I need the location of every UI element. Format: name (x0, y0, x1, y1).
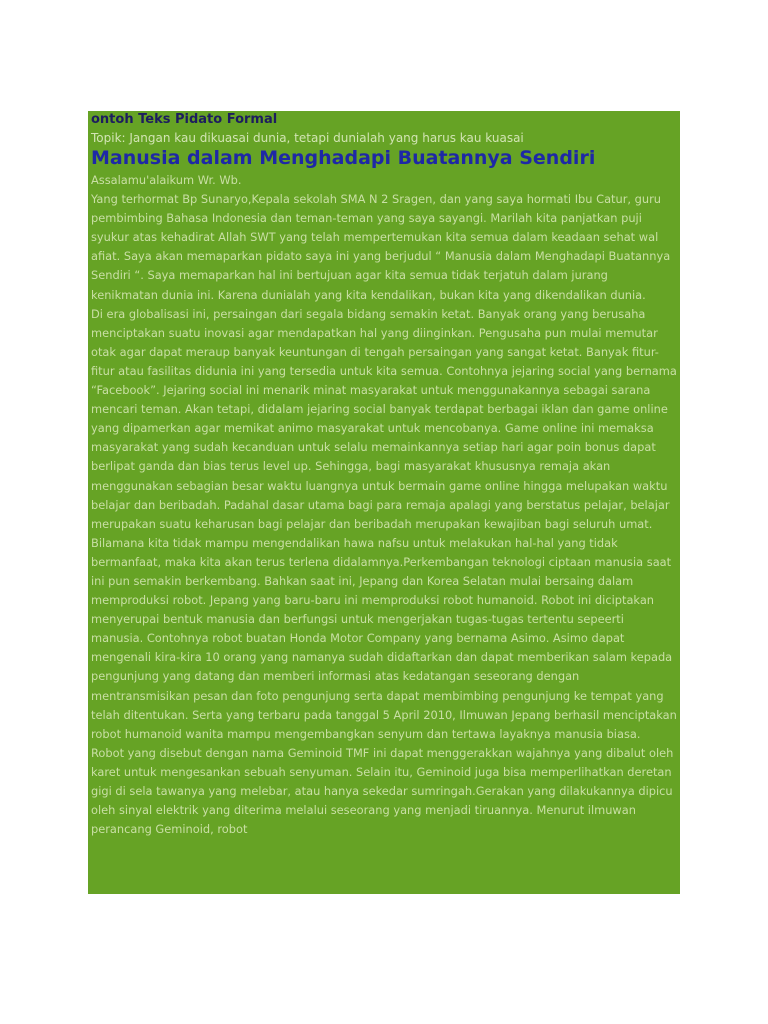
paragraph-opening: Yang terhormat Bp Sunaryo,Kepala sekolah SMA N 2 Sragen, dan yang saya hormati Ibu Catur, guru pembimbing Bahasa Indonesia dan teman-teman yang saya sayangi. Marilah kita panjatkan puji syukur atas kehadirat Allah SWT yang telah mempertemukan kita semua dalam keadaan sehat wal afiat. Saya akan memaparkan pidato saya ini yang berjudul “ Manusia dalam Menghadapi Buatannya Sendiri “. Saya memaparkan hal ini bertujuan agar kita semua tidak terjatuh dalam jurang kenikmatan dunia ini. Karena dunialah yang kita kendalikan, bukan kita yang dikendalikan dunia. (91, 192, 671, 302)
speech-body (91, 171, 677, 839)
speech-topic: Topik: Jangan kau dikuasai dunia, tetapi dunialah yang harus kau kuasai (91, 131, 524, 145)
paragraph-globalization: Di era globalisasi ini, persaingan dari segala bidang semakin ketat. Banyak orang yang berusaha menciptakan suatu inovasi agar mendapatkan hal yang diinginkan. Pengusaha pun mulai memutar otak agar dapat meraup banyak keuntungan di tengah persaingan yang sangat ketat. Banyak fitur-fitur atau fasilitas didunia ini yang tersedia untuk kita semua. Contohnya jejaring social yang bernama “Facebook”. Jejaring social ini menarik minat masyarakat untuk menggunakannya sebagai sarana mencari teman. Akan tetapi, didalam jejaring social banyak terdapat berbagai iklan dan game online yang dipamerkan agar memikat animo masyarakat untuk mencobanya. Game online ini memaksa masyarakat yang sudah kecanduan untuk selalu memainkannya setiap hari agar poin bonus dapat berlipat ganda dan bias terus level up. Sehingga, bagi masyarakat khususnya remaja akan menggunakan sebagian besar waktu luangnya untuk bermain game online hingga melupakan waktu belajar dan beribadah. Padahal dasar utama bagi para remaja apalagi yang berstatus pelajar, belajar merupakan suatu keharusan bagi pelajar dan beribadah merupakan kewajiban bagi seluruh umat. Bilamana kita tidak mampu mengendalikan hawa nafsu untuk melakukan hal-hal yang tidak bermanfaat, maka kita akan terus terlena didalamnya.Perkembangan teknologi ciptaan manusia saat ini pun semakin berkembang. Bahkan saat ini, Jepang dan Korea Selatan mulai bersaing dalam memproduksi robot. Jepang yang baru-baru ini memproduksi robot humanoid. Robot ini diciptakan menyerupai bentuk manusia dan berfungsi untuk mengerjakan tugas-tugas tertentu sepeerti manusia. Contohnya robot buatan Honda Motor Company yang bernama Asimo. Asimo dapat mengenali kira-kira 10 orang yang namanya sudah didaftarkan dan dapat memberikan salam kepada pengunjung yang datang dan memberi informasi atas kedatangan seseorang dengan mentransmisikan pesan dan foto pengunjung serta dapat membimbing pengunjung ke tempat yang telah ditentukan. Serta yang terbaru pada tanggal 5 April 2010, Ilmuwan Jepang berhasil menciptakan robot humanoid wanita mampu mengembangkan senyum dan tertawa layaknya manusia biasa. Robot yang disebut dengan nama Geminoid TMF ini dapat menggerakkan wajahnya yang dibalut oleh karet untuk mengesankan sebuah senyuman. Selain itu, Geminoid juga bisa memperlihatkan deretan gigi di sela tawanya yang melebar, atau hanya sekedar sumringah.Gerakan yang dilakukannya dipicu oleh sinyal elektrik yang diterima melalui seseorang yang menjadi tiruannya. Menurut ilmuwan perancang Geminoid, robot (91, 306, 677, 837)
greeting-line: Assalamu'alaikum Wr. Wb. (91, 173, 242, 187)
speech-title: Manusia dalam Menghadapi Buatannya Sendiri (91, 147, 596, 169)
document-page (88, 111, 680, 894)
document-heading: ontoh Teks Pidato Formal (91, 112, 278, 127)
